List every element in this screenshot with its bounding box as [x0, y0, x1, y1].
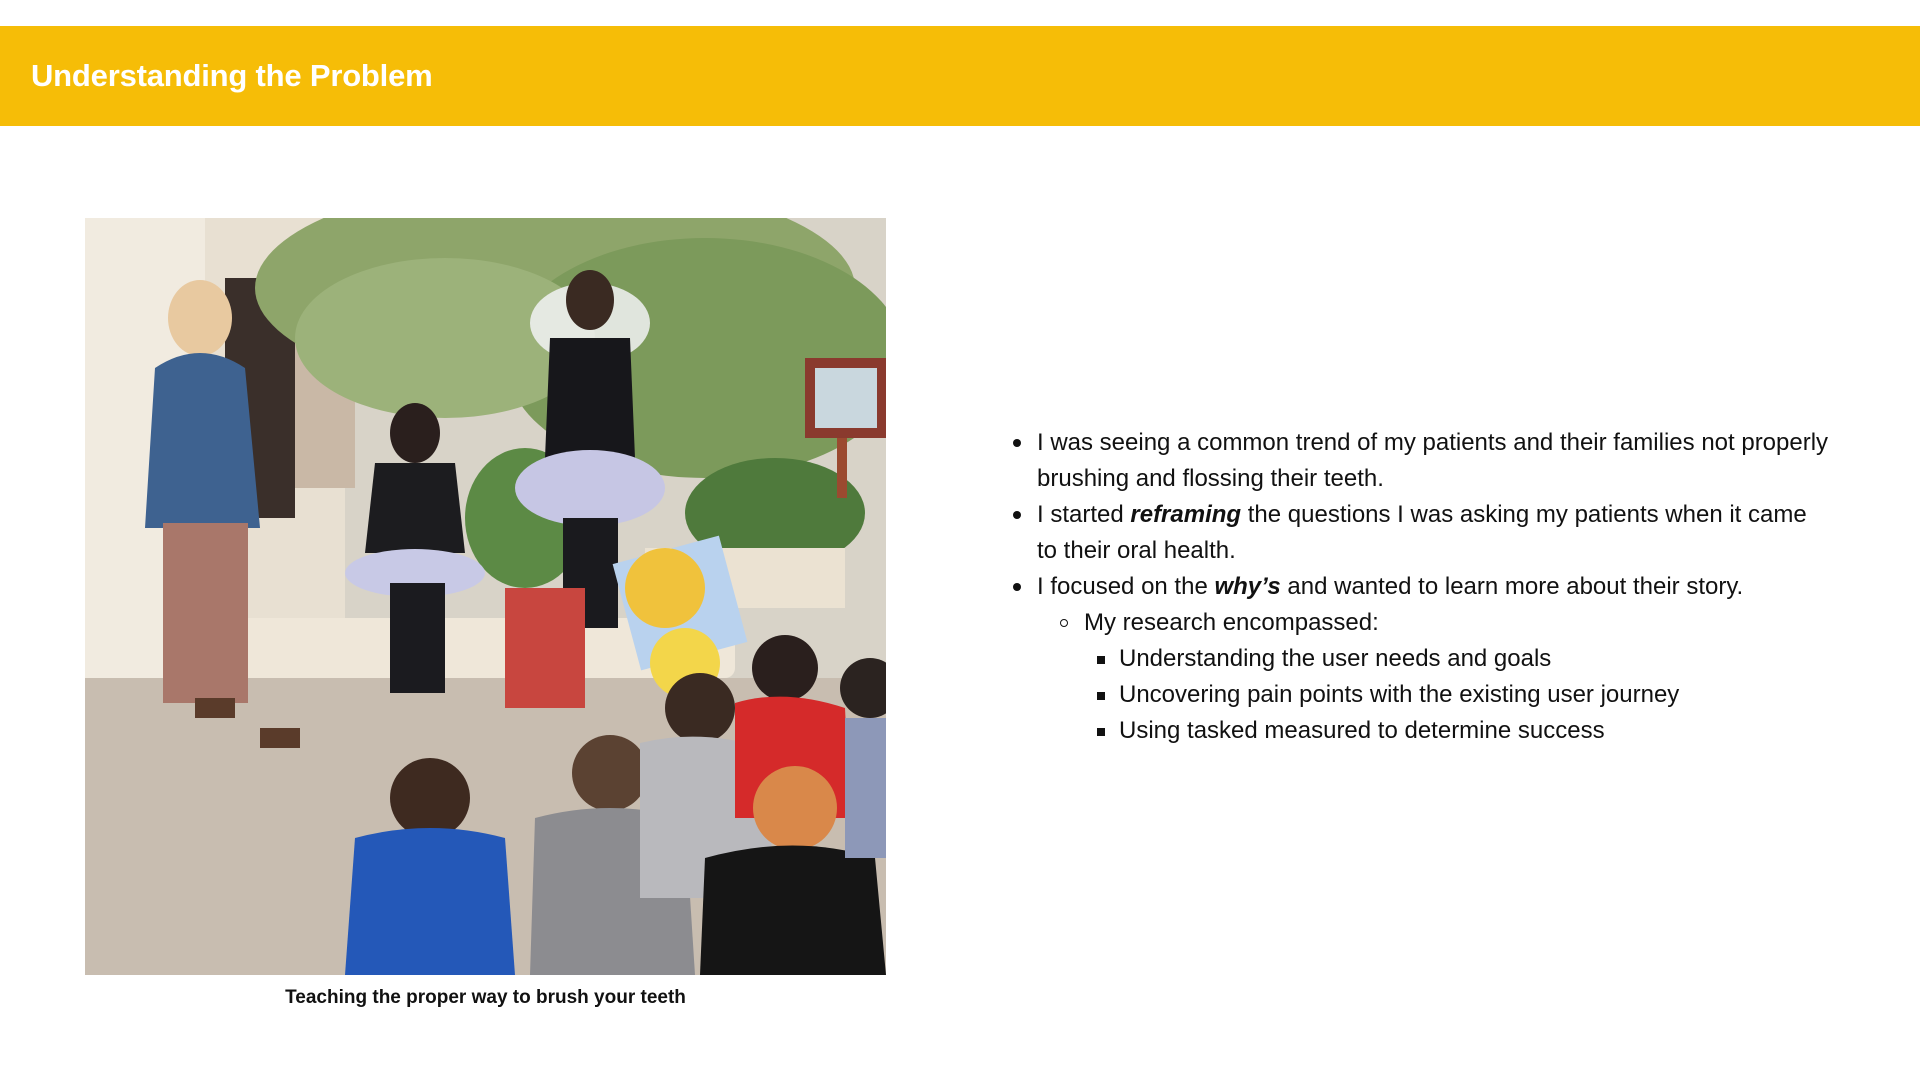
research-item: [1096, 713, 1832, 749]
bullet-item: [1012, 497, 1832, 569]
bullet-item: [1012, 569, 1832, 605]
emphasis-text: why’s: [1214, 573, 1281, 600]
bullet-item: [1012, 425, 1832, 497]
bullet-text: I started: [1037, 501, 1131, 528]
emphasis-text: reframing: [1130, 501, 1242, 528]
classroom-photo: [85, 218, 886, 975]
research-item: [1096, 641, 1832, 677]
bullet-text: I focused on the: [1037, 573, 1215, 600]
research-item-text: Uncovering pain points with the existing user journey: [1119, 681, 1680, 708]
research-item-text: Using tasked measured to determine success: [1119, 717, 1605, 744]
bullet-list: [1012, 425, 1832, 749]
bullet-text: the questions I was asking my patients when it came to their oral health.: [1037, 501, 1807, 564]
bullet-text: and wanted to learn more about their story.: [1280, 573, 1744, 600]
sub-bullet-item: [1059, 605, 1832, 641]
title-bar: [0, 26, 1920, 126]
photo-caption: Teaching the proper way to brush your teeth: [285, 987, 686, 1008]
research-item: [1096, 677, 1832, 713]
bullet-text: I was seeing a common trend of my patients and their families not properly brushing and flossing their teeth.: [1037, 429, 1829, 492]
page-title: Understanding the Problem: [31, 58, 433, 93]
research-heading: My research encompassed:: [1084, 609, 1379, 636]
photo-illustration: [85, 218, 886, 975]
research-item-text: Understanding the user needs and goals: [1119, 645, 1552, 672]
